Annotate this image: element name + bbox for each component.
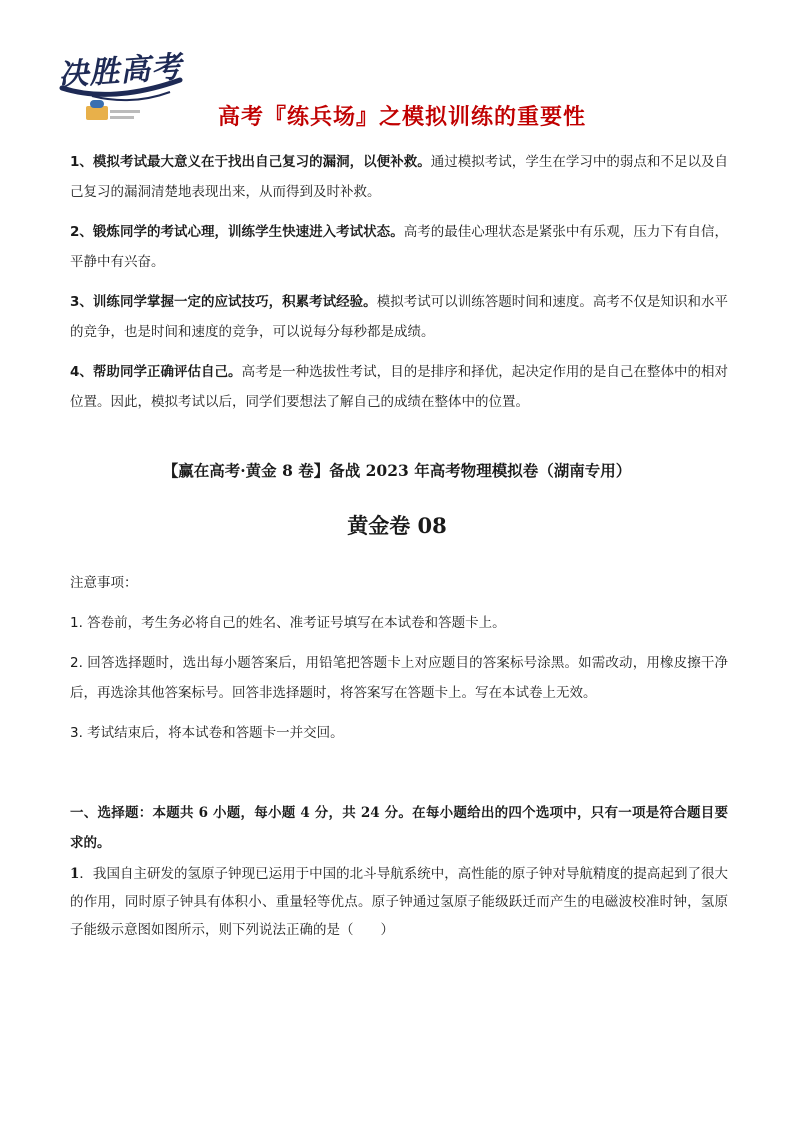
tip-heading: 4、帮助同学正确评估自己。	[70, 364, 242, 380]
tip-heading: 1、模拟考试最大意义在于找出自己复习的漏洞，以便补救。	[70, 154, 431, 170]
tip-text: 模拟考试可以训练答题时间和速度。高考不仅是知识和水平的竞争，也是时间和速度的竞争，可以说每分每秒都是成绩。	[70, 294, 728, 340]
tip-item	[70, 147, 728, 207]
question-number: 1	[70, 866, 80, 882]
tip-item	[70, 357, 728, 417]
tip-item	[70, 287, 728, 347]
tip-text: 高考的最佳心理状态是紧张中有乐观，压力下有自信，平静中有兴奋。	[70, 224, 728, 270]
tips-list	[70, 147, 728, 427]
question-text: ．我国自主研发的氢原子钟现已运用于中国的北斗导航系统中，高性能的原子钟对导航精度的提高起到了很大的作用，同时原子钟具有体积小、重量轻等优点。原子钟通过氢原子能级跃迁而产生的电磁波校准时钟，氢原子能级示意图如图所示，则下列说法正确的是（ ）	[70, 866, 728, 938]
promo-title: 高考『练兵场』之模拟训练的重要性	[217, 105, 586, 130]
tip-heading: 3、训练同学掌握一定的应试技巧，积累考试经验。	[70, 294, 377, 310]
note-item: 2. 回答选择题时，选出每小题答案后，用铅笔把答题卡上对应题目的答案标号涂黑。如需改动，用橡皮擦干净后，再选涂其他答案标号。回答非选择题时，将答案写在答题卡上。写在本试卷上无效。	[70, 655, 728, 701]
question-1	[70, 860, 728, 944]
notes-block	[70, 568, 728, 758]
note-item: 1. 答卷前，考生务必将自己的姓名、准考证号填写在本试卷和答题卡上。	[70, 615, 506, 631]
exam-title: 黄金卷 08	[347, 513, 447, 538]
tip-text: 高考是一种选拔性考试，目的是排序和择优，起决定作用的是自己在整体中的相对位置。因此，模拟考试以后，同学们要想法了解自己的成绩在整体中的位置。	[70, 364, 728, 410]
section-heading	[70, 798, 728, 858]
logo-text: 决胜高考	[57, 49, 184, 94]
section-heading-text: 一、选择题：本题共 6 小题，每小题 4 分，共 24 分。在每小题给出的四个选项中，只有一项是符合题目要求的。	[70, 805, 728, 851]
note-item: 3. 考试结束后，将本试卷和答题卡一并交回。	[70, 725, 344, 741]
tip-item	[70, 217, 728, 277]
tip-heading: 2、锻炼同学的考试心理，训练学生快速进入考试状态。	[70, 224, 404, 240]
tip-text: 通过模拟考试，学生在学习中的弱点和不足以及自己复习的漏洞清楚地表现出来，从而得到及时补救。	[70, 154, 728, 200]
notes-heading: 注意事项：	[70, 575, 138, 591]
exam-header: 【赢在高考·黄金 8 卷】备战 2023 年高考物理模拟卷（湖南专用）	[162, 461, 632, 480]
